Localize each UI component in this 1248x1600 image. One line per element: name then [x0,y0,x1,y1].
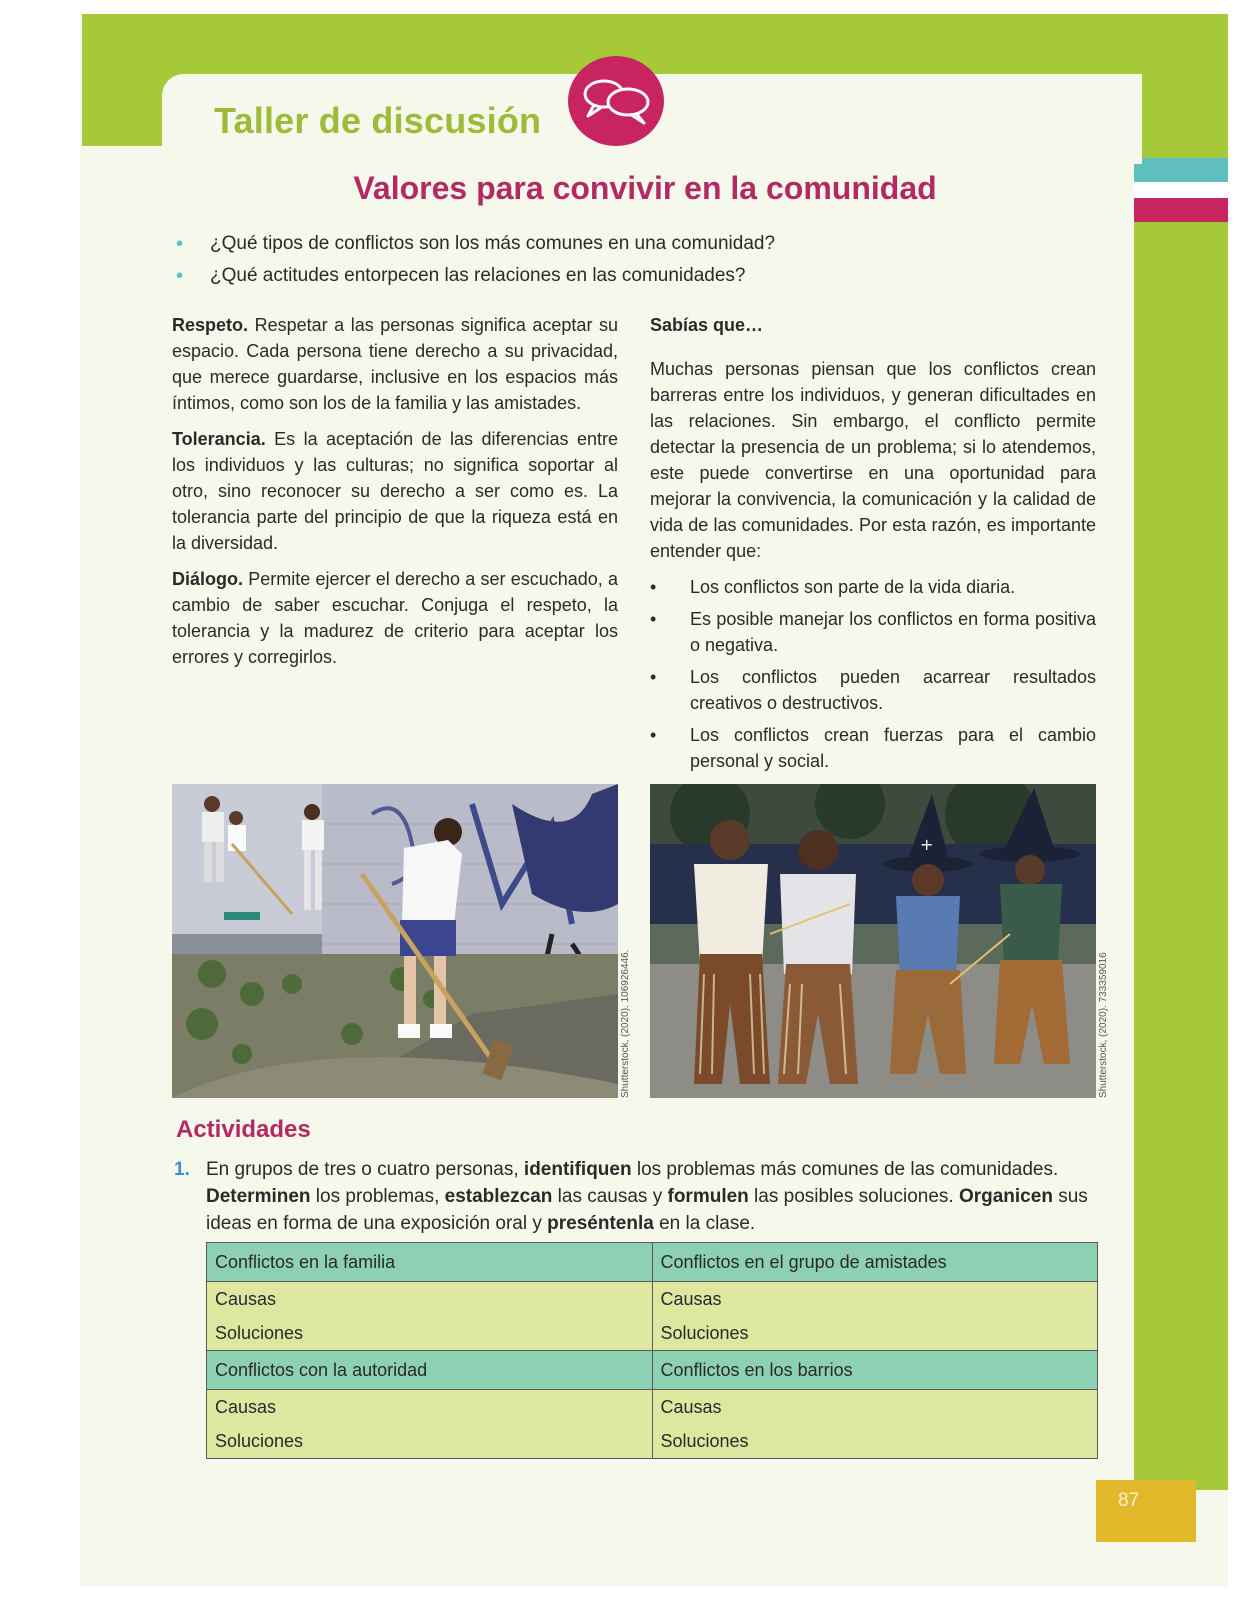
activity-text-segment: los problemas, [310,1186,445,1207]
activity-text-segment: las posibles soluciones. [748,1186,959,1207]
activity-keyword: identifiquen [523,1159,632,1180]
table-row [207,1390,1098,1459]
table-cell: Causas Soluciones [207,1390,653,1459]
table-row [207,1243,1098,1282]
respeto-term: Respeto. [172,315,249,335]
list-item: • Es posible manejar los conflictos en forma positiva o negativa. [650,606,1096,658]
table-header-cell: Conflictos con la autoridad [207,1351,653,1390]
table-row [207,1351,1098,1390]
sabias-que-heading: Sabías que… [650,315,764,335]
teal-accent-bar [1134,158,1228,182]
sabias-que-column [650,312,1096,780]
respeto-paragraph: Respeto. Respetar a las personas significa aceptar su espacio. Cada persona tiene derecho a su privacidad, que merece guardarse, inclusive en los espacios más íntimos, como son los de la familia y las amistades. [172,315,618,413]
activity-text-segment: en la clase. [653,1213,756,1234]
sabias-que-paragraph: Muchas personas piensan que los conflictos crean barreras entre los individuos, y generan dificultades en las relaciones. Sin embargo, el conflicto permite detectar la presencia de un problema; si lo atendemos, este puede convertirse en una oportunidad para mejorar la convivencia, la comunicación y la calidad de vida de las comunidades. Por esta razón, es importante entender que: [650,359,1096,561]
photo-traditional-dance [650,784,1096,1098]
page-number: 87 [1118,1490,1140,1511]
conflicts-table [206,1242,1098,1459]
activity-text-segment: los problemas más comunes de las comunidades. [631,1159,1059,1180]
table-cell: Causas Soluciones [652,1282,1098,1351]
activity-keyword: preséntenla [547,1213,654,1234]
bullet-icon: • [650,667,657,687]
bullet-icon: • [650,577,657,597]
right-green-band [1134,146,1228,1490]
activity-keyword: Determinen [206,1186,311,1207]
activity-text-segment: sus ideas en forma de una exposición oral y [206,1186,1088,1234]
tolerancia-paragraph: Tolerancia. Es la aceptación de las diferencias entre los individuos y las culturas; no significa soportar al otro, sino reconocer su derecho a ser como es. La tolerancia parte del principio de que la riqueza está en la diversidad. [172,429,618,553]
list-item: • Los conflictos son parte de la vida diaria. [650,574,1096,600]
section-label: Taller de discusión [214,100,542,141]
svg-text:+: + [920,835,934,854]
photo-credit: Shutterstock, (2020). 106926446. [620,949,631,1098]
question-item: • ¿Qué actitudes entorpecen las relaciones en las comunidades? [174,260,775,292]
white-accent-bar [1134,182,1228,198]
activity-keyword: formulen [667,1186,749,1207]
bullet-icon: • [650,609,657,629]
discussion-questions [174,228,775,292]
activity-keyword: Organicen [958,1186,1053,1207]
photo-credit: Shutterstock, (2020). 733359016 [1098,952,1109,1098]
activity-instructions [206,1156,1096,1237]
activity-keyword: establezcan [444,1186,553,1207]
values-column [172,312,618,680]
bullet-icon: • [176,233,184,255]
question-item: • ¿Qué tipos de conflictos son los más comunes en una comunidad? [174,228,775,260]
table-header-cell: Conflictos en el grupo de amistades [652,1243,1098,1282]
activity-item [174,1156,1096,1237]
table-row [207,1282,1098,1351]
activity-number: 1. [174,1159,190,1180]
activity-text-segment: las causas y [552,1186,668,1207]
activity-text-segment: En grupos de tres o cuatro personas, [206,1159,524,1180]
bullet-icon: • [176,265,184,287]
photo-community-cleanup [172,784,618,1098]
conflict-bullets [650,574,1096,774]
table-header-cell: Conflictos en los barrios [652,1351,1098,1390]
dialogo-paragraph: Diálogo. Permite ejercer el derecho a ser escuchado, a cambio de saber escuchar. Conjuga el respeto, la tolerancia y la madurez de criterio para aceptar los errores y corregirlos. [172,569,618,667]
table-cell: Causas Soluciones [652,1390,1098,1459]
page-title: Valores para convivir en la comunidad [353,170,937,206]
page-number-box [1096,1480,1196,1542]
bullet-icon: • [650,725,657,745]
list-item: • Los conflictos crean fuerzas para el cambio personal y social. [650,722,1096,774]
chat-bubbles-icon [568,56,664,146]
table-header-cell: Conflictos en la familia [207,1243,653,1282]
list-item: • Los conflictos pueden acarrear resultados creativos o destructivos. [650,664,1096,716]
tolerancia-term: Tolerancia. [172,429,266,449]
table-cell: Causas Soluciones [207,1282,653,1351]
activities-heading: Actividades [176,1116,311,1143]
dialogo-term: Diálogo. [172,569,243,589]
pink-accent-bar [1134,198,1228,222]
